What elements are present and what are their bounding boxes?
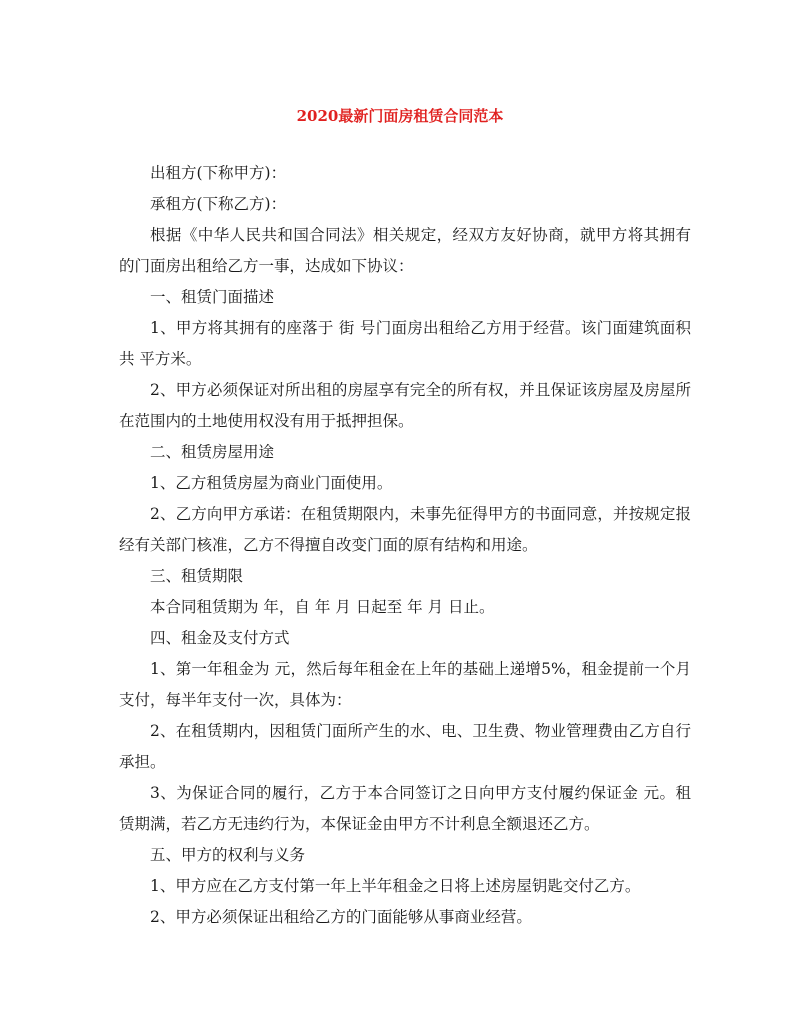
paragraph-5-2: 2、甲方必须保证出租给乙方的门面能够从事商业经营。 (150, 908, 532, 926)
section-heading-4: 四、租金及支付方式 (150, 629, 290, 647)
paragraph-lessee: 承租方(下称乙方)： (150, 195, 287, 213)
paragraph-5-1: 1、甲方应在乙方支付第一年上半年租金之日将上述房屋钥匙交付乙方。 (150, 877, 641, 895)
paragraph-4-2: 2、在租赁期内，因租赁门面所产生的水、电、卫生费、物业管理费由乙方自行承担。 (119, 722, 691, 771)
section-heading-5: 五、甲方的权利与义务 (150, 846, 306, 864)
document-title: 2020最新门面房租赁合同范本 (296, 107, 504, 125)
paragraph-lessor: 出租方(下称甲方)： (150, 164, 287, 182)
paragraph-2-1: 1、乙方租赁房屋为商业门面使用。 (150, 474, 393, 492)
section-heading-1: 一、租赁门面描述 (150, 288, 275, 306)
paragraph-2-2: 2、乙方向甲方承诺：在租赁期限内，未事先征得甲方的书面同意，并按规定报经有关部门核准，乙方不得擅自改变门面的原有结构和用途。 (119, 505, 691, 554)
paragraph-4-3: 3、为保证合同的履行，乙方于本合同签订之日向甲方支付履约保证金 元。租赁期满，若乙方无违约行为，本保证金由甲方不计利息全额退还乙方。 (119, 784, 691, 833)
paragraph-1-2: 2、甲方必须保证对所出租的房屋享有完全的所有权，并且保证该房屋及房屋所在范围内的土地使用权没有用于抵押担保。 (119, 381, 691, 430)
section-heading-2: 二、租赁房屋用途 (150, 443, 275, 461)
paragraph-1-1: 1、甲方将其拥有的座落于 街 号门面房出租给乙方用于经营。该门面建筑面积共 平方米。 (119, 319, 691, 368)
paragraph-3-1: 本合同租赁期为 年，自 年 月 日起至 年 月 日止。 (150, 598, 495, 616)
section-heading-3: 三、租赁期限 (150, 567, 244, 585)
paragraph-4-1: 1、第一年租金为 元，然后每年租金在上年的基础上递增5%，租金提前一个月支付，每半年支付一次，具体为： (119, 660, 691, 709)
paragraph-preamble: 根据《中华人民共和国合同法》相关规定，经双方友好协商，就甲方将其拥有的门面房出租给乙方一事，达成如下协议： (119, 226, 691, 275)
document-body (119, 158, 691, 933)
